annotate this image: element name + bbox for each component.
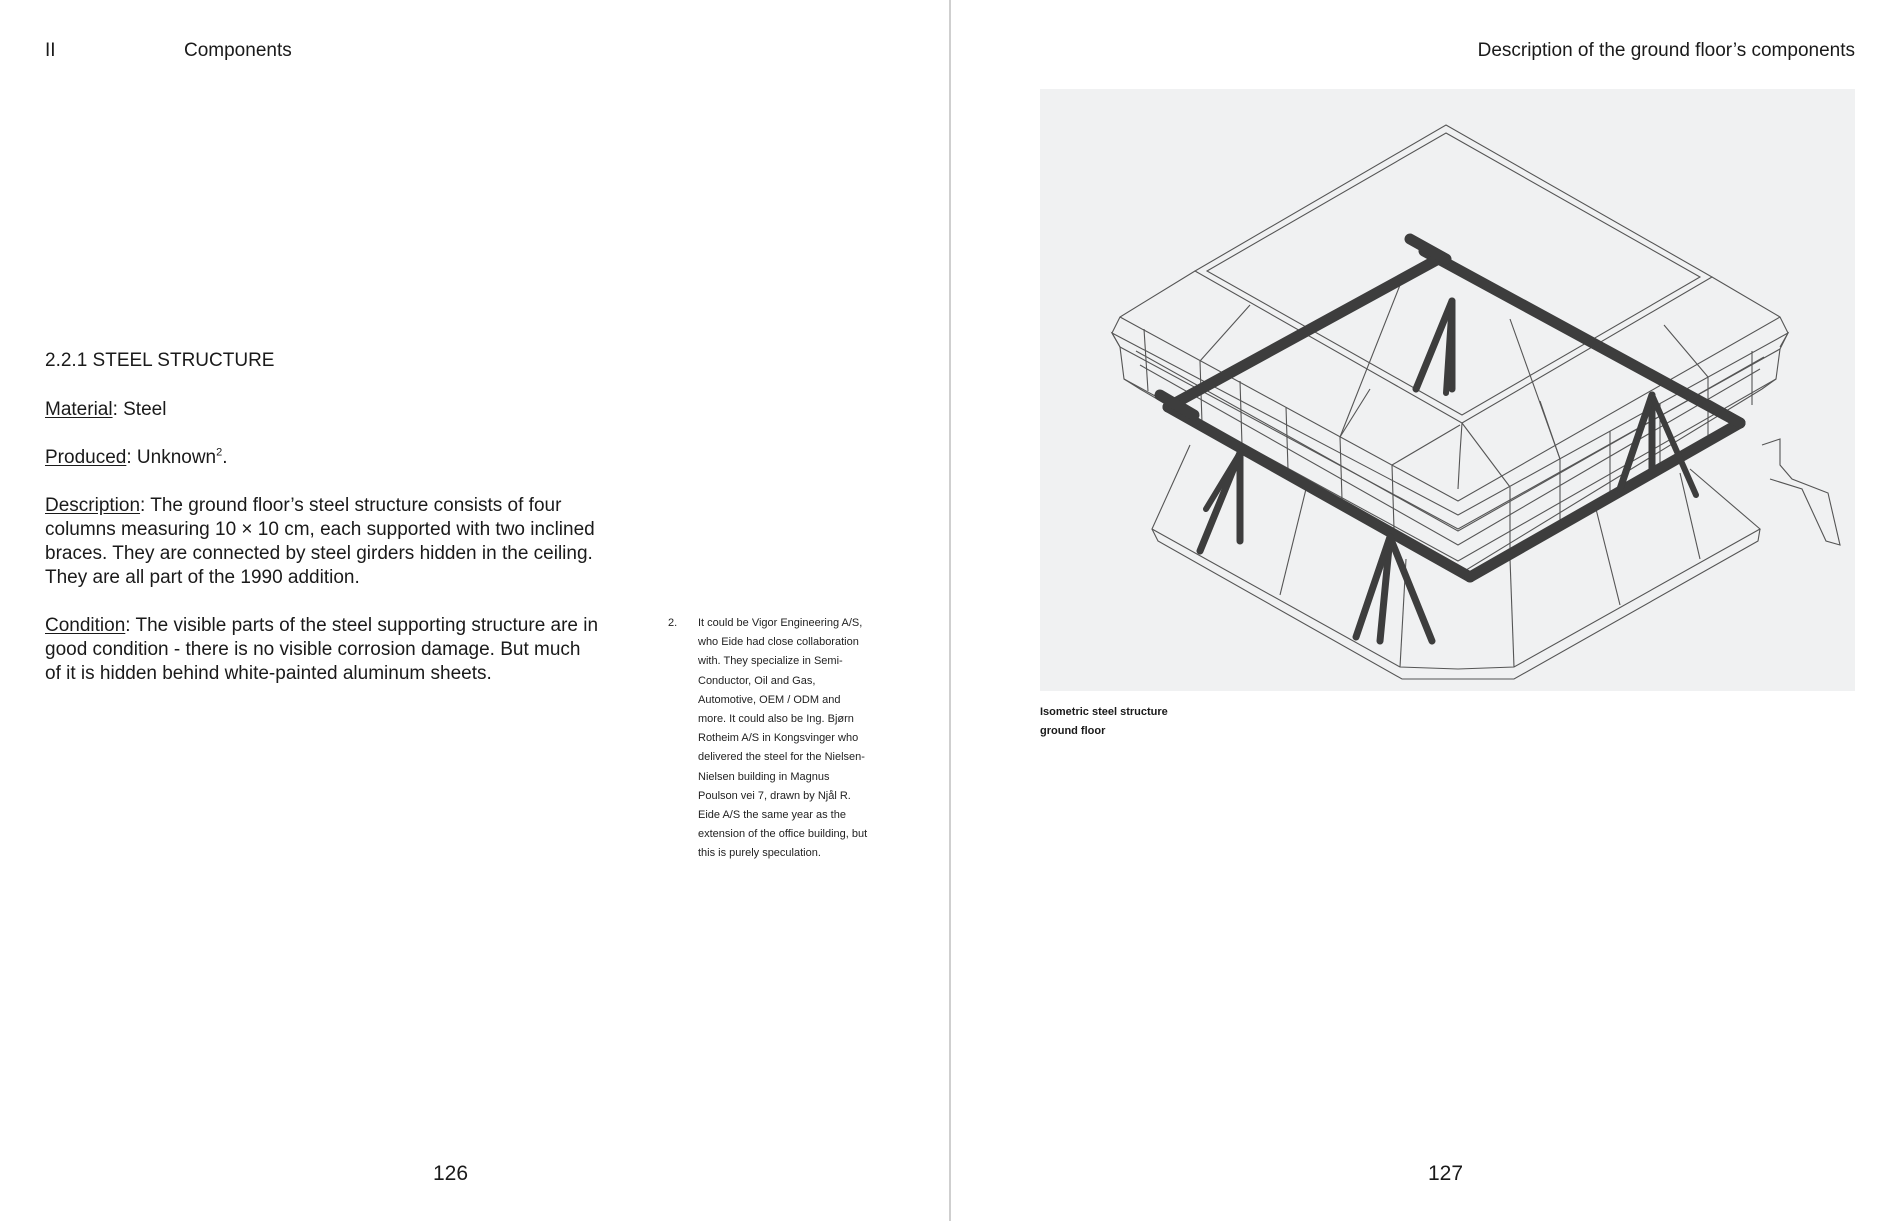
material-paragraph	[45, 398, 600, 422]
left-page-number: 126	[433, 1162, 469, 1185]
description-paragraph	[45, 494, 600, 590]
description-label: Description	[45, 495, 141, 516]
condition-text: : The visible parts of the steel supporting structure are in good condition - there is no visible corrosion damage. But much of it is hidden behind white-painted aluminum sheets.	[45, 615, 599, 684]
produced-label: Produced	[45, 447, 127, 468]
right-page-number: 127	[1428, 1162, 1464, 1185]
caption-line-1: Isometric steel structure	[1040, 706, 1168, 718]
figure-panel	[1040, 89, 1855, 691]
condition-paragraph	[45, 614, 600, 686]
material-label: Material	[45, 399, 113, 420]
building-outline	[1112, 125, 1840, 679]
running-title: Description of the ground floor’s components	[1477, 40, 1855, 61]
left-page	[0, 0, 949, 1221]
caption-line-2: ground floor	[1040, 725, 1106, 737]
subsection-heading: 2.2.1 STEEL STRUCTURE	[45, 350, 275, 371]
footnote-text: It could be Vigor Engineering A/S, who Eide had close collaboration with. They specialize in Semi-Conductor, Oil and Gas, Automotive, OEM / ODM and more. It could also be Ing. Bjørn Rotheim A/S in Kongsvinger who delivered the steel for the Nielsen-Nielsen building in Magnus Poulson vei 7, drawn by Njål R. Eide A/S the same year as the extension of the office building, but this is purely speculation.	[698, 617, 868, 860]
section-number: II	[45, 40, 56, 61]
produced-end: .	[222, 447, 228, 468]
produced-value: : Unknown	[126, 447, 217, 468]
section-title: Components	[184, 40, 292, 61]
condition-label: Condition	[45, 615, 126, 636]
steel-members	[1160, 239, 1740, 641]
footnote-reference: 2	[216, 446, 223, 459]
produced-paragraph	[45, 446, 600, 470]
figure-caption	[1040, 703, 1300, 741]
isometric-steel-structure-drawing	[1040, 89, 1855, 691]
footnote-number: 2.	[668, 617, 678, 629]
description-text: : The ground floor’s steel structure consists of four columns measuring 10 × 10 cm, each supported with two inclined braces. They are connected by steel girders hidden in the ceiling. They are all part of the 1990 addition.	[45, 495, 595, 588]
material-value: : Steel	[112, 399, 167, 420]
